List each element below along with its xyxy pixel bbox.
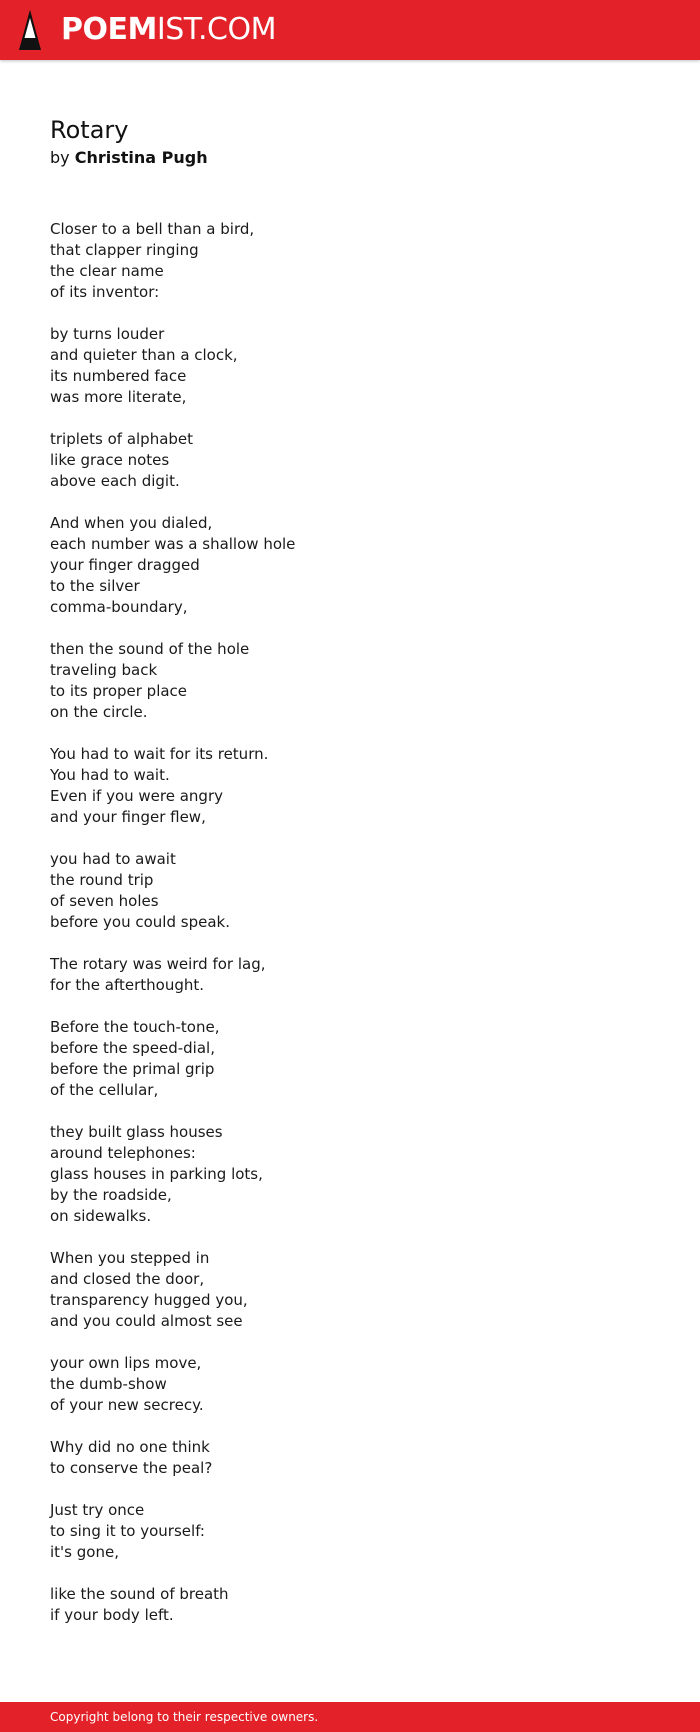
poem-line: You had to wait. [50,766,170,784]
stanza [50,954,610,996]
poem-line: you had to await [50,850,176,868]
poem-line: Just try once [50,1501,145,1519]
poem-line: traveling back [50,661,158,679]
site-footer [0,1702,700,1732]
poem-line: and you could almost see [50,1312,243,1330]
poem-line: You had to wait for its return. [50,745,269,763]
poem-line: on sidewalks. [50,1207,152,1225]
poem-line: was more literate, [50,388,187,406]
stanza [50,324,610,408]
stanza [50,429,610,492]
stanza [50,513,610,618]
stanza [50,744,610,828]
poem-line: around telephones: [50,1144,196,1162]
poem-line: before the speed-dial, [50,1039,215,1057]
poem-line: each number was a shallow hole [50,535,296,553]
poem-line: Before the touch-tone, [50,1018,220,1036]
poem-line: like grace notes [50,451,170,469]
stanza [50,1584,610,1626]
poem-line: The rotary was weird for lag, [50,955,266,973]
poem-body [50,219,610,1647]
poem-line: they built glass houses [50,1123,223,1141]
poem-line: its numbered face [50,367,187,385]
byline [50,148,208,168]
poem-line: and your finger flew, [50,808,206,826]
poem-line: to sing it to yourself: [50,1522,205,1540]
poem-line: before the primal grip [50,1060,215,1078]
poem-line: it's gone, [50,1543,119,1561]
stanza [50,1122,610,1227]
poem-line: then the sound of the hole [50,640,250,658]
poem-line: comma-boundary, [50,598,188,616]
poem-line: to conserve the peal? [50,1459,213,1477]
poem-line: that clapper ringing [50,241,199,259]
site-header [0,0,700,60]
poem-line: the round trip [50,871,154,889]
poem-line: on the circle. [50,703,148,721]
poem-line: Why did no one think [50,1438,210,1456]
stanza [50,1437,610,1479]
stanza [50,1248,610,1332]
poem-line: glass houses in parking lots, [50,1165,263,1183]
copyright-text: Copyright belong to their respective owners. [50,1710,319,1724]
poem-line: and closed the door, [50,1270,205,1288]
poem-line: And when you dialed, [50,514,213,532]
poem-line: Closer to a bell than a bird, [50,220,255,238]
poem-line: your finger dragged [50,556,200,574]
poem-line: of its inventor: [50,283,160,301]
poem-line: to the silver [50,577,140,595]
stanza [50,639,610,723]
site-logo-text[interactable] [61,13,276,47]
by-label: by [50,148,70,167]
poem-line: if your body left. [50,1606,174,1624]
poem-line: to its proper place [50,682,188,700]
poem-line: the dumb-show [50,1375,167,1393]
poem-line: your own lips move, [50,1354,202,1372]
poem-line: Even if you were angry [50,787,223,805]
brand-bold: POEM [61,12,157,47]
poem-line: triplets of alphabet [50,430,194,448]
pencil-icon[interactable] [17,9,43,51]
poem-line: When you stepped in [50,1249,210,1267]
stanza [50,219,610,303]
author-name: Christina Pugh [74,148,208,167]
poem-line: of your new secrecy. [50,1396,204,1414]
stanza [50,849,610,933]
poem-line: above each digit. [50,472,180,490]
stanza [50,1500,610,1563]
stanza [50,1353,610,1416]
poem-line: and quieter than a clock, [50,346,238,364]
poem-line: before you could speak. [50,913,230,931]
poem-line: by turns louder [50,325,165,343]
poem-title: Rotary [50,116,129,144]
poem-line: by the roadside, [50,1186,172,1204]
stanza [50,1017,610,1101]
poem-line: for the afterthought. [50,976,205,994]
poem-line: the clear name [50,262,164,280]
poem-line: of the cellular, [50,1081,159,1099]
brand-light: IST.COM [156,12,276,47]
poem-line: transparency hugged you, [50,1291,248,1309]
poem-line: like the sound of breath [50,1585,229,1603]
poem-line: of seven holes [50,892,159,910]
